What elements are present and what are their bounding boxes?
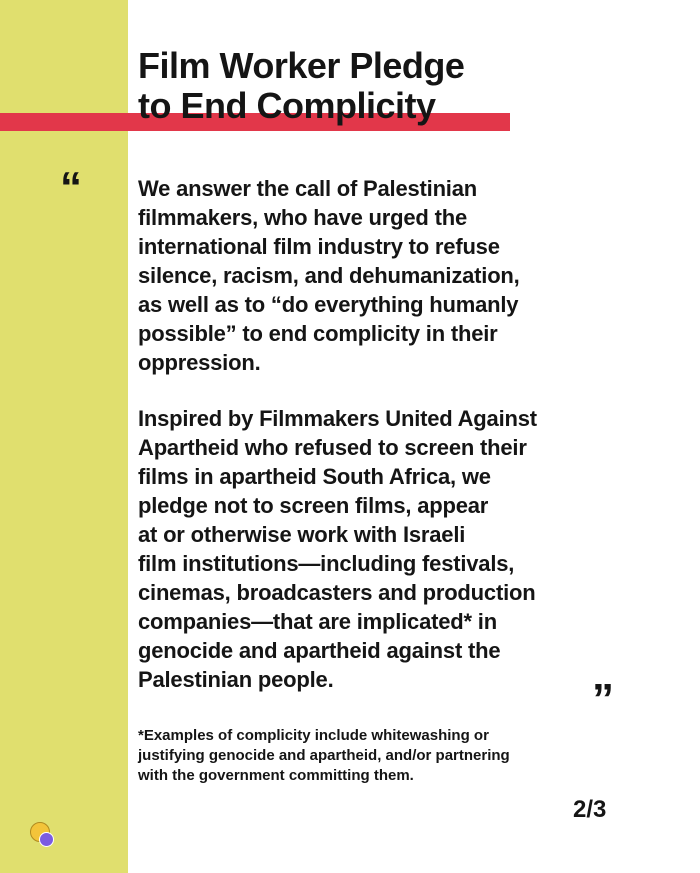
paragraph-line: possible” to end complicity in their — [138, 321, 498, 346]
paragraph-line: Apartheid who refused to screen their — [138, 435, 527, 460]
paragraph-line: as well as to “do everything humanly — [138, 292, 519, 317]
paragraph-line: Palestinian people. — [138, 667, 334, 692]
badge-purple-circle — [39, 832, 54, 847]
profile-badge-icon — [30, 822, 54, 846]
open-quote-icon: “ — [60, 163, 82, 212]
page-number: 2/3 — [573, 796, 607, 823]
pledge-paragraph-1 — [138, 174, 520, 377]
paragraph-line: companies—that are implicated* in — [138, 609, 497, 634]
paragraph-line: oppression. — [138, 350, 261, 375]
footnote-line: *Examples of complicity include whitewashing or — [138, 727, 489, 744]
paragraph-line: filmmakers, who have urged the — [138, 205, 467, 230]
page-title — [138, 46, 464, 126]
paragraph-line: cinemas, broadcasters and production — [138, 580, 536, 605]
title-line: Film Worker Pledge — [138, 45, 465, 86]
title-line: to End Complicity — [138, 85, 436, 126]
paragraph-line: film institutions—including festivals, — [138, 551, 515, 576]
paragraph-line: Inspired by Filmmakers United Against — [138, 406, 537, 431]
pledge-paragraph-2 — [138, 404, 537, 694]
paragraph-line: at or otherwise work with Israeli — [138, 522, 466, 547]
paragraph-line: international film industry to refuse — [138, 234, 500, 259]
paragraph-line: silence, racism, and dehumanization, — [138, 263, 520, 288]
paragraph-line: pledge not to screen films, appear — [138, 493, 489, 518]
footnote-line: with the government committing them. — [138, 767, 414, 784]
complicity-footnote — [138, 726, 510, 786]
paragraph-line: films in apartheid South Africa, we — [138, 464, 491, 489]
paragraph-line: genocide and apartheid against the — [138, 638, 501, 663]
paragraph-line: We answer the call of Palestinian — [138, 176, 477, 201]
close-quote-icon: ” — [592, 675, 614, 724]
footnote-line: justifying genocide and apartheid, and/or partnering — [138, 747, 510, 764]
